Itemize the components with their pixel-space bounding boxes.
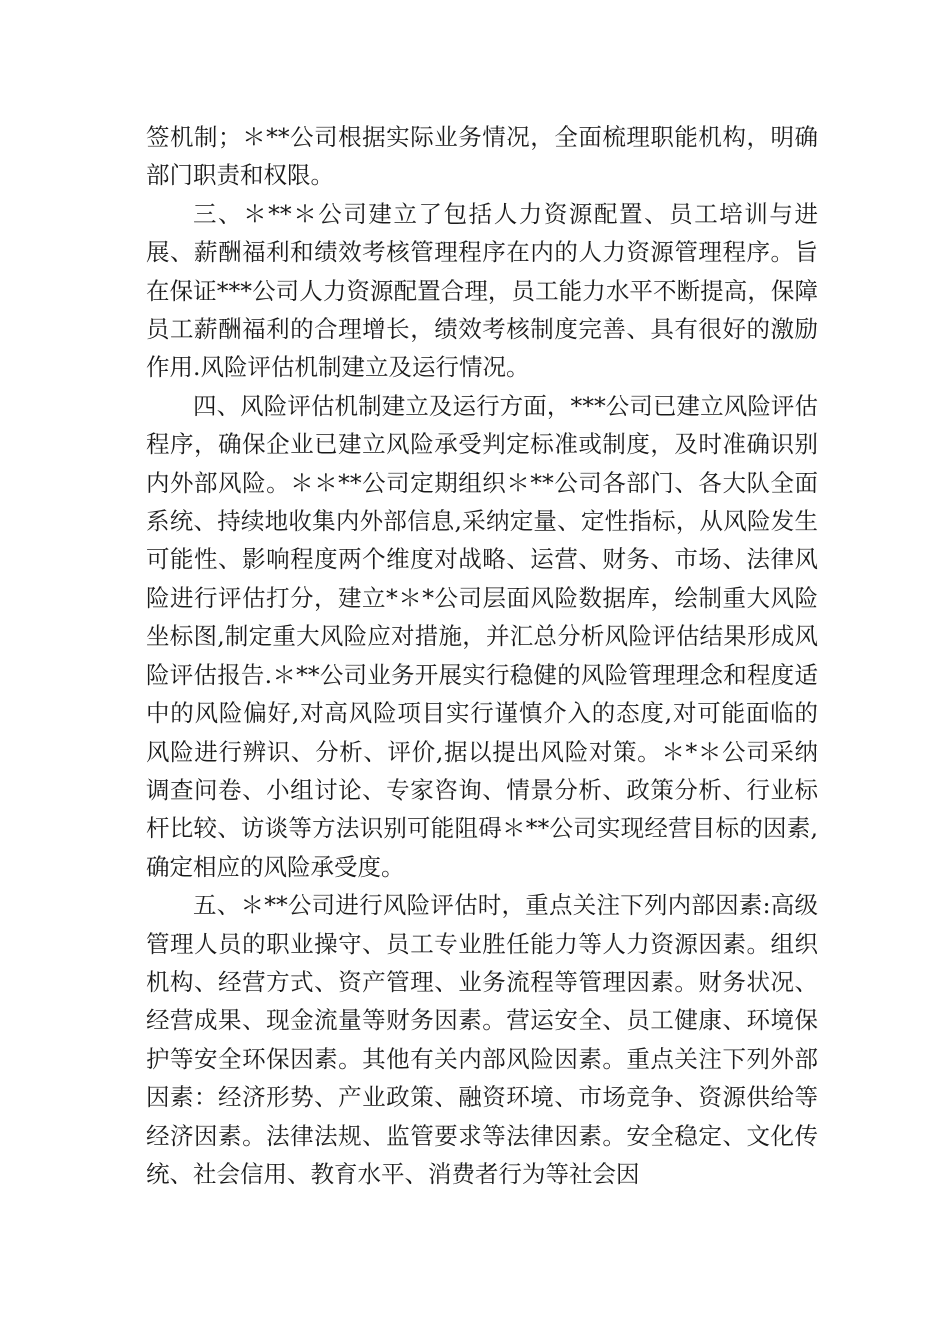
paragraph-continuation: 签机制；＊**公司根据实际业务情况，全面梳理职能机构，明确部门职责和权限。 bbox=[146, 123, 818, 190]
paragraph-section-three: 三、＊**＊公司建立了包括人力资源配置、员工培训与进展、薪酬福利和绩效考核管理程序在内的人力资源管理程序。旨在保证***公司人力资源配置合理，员工能力水平不断提高，保障员工薪酬福利的合理增长，绩效考核制度完善、具有很好的激励作用.风险评估机制建立及运行情况。 bbox=[146, 199, 818, 382]
paragraph-section-five: 五、＊**公司进行风险评估时，重点关注下列内部因素:高级管理人员的职业操守、员工专业胜任能力等人力资源因素。组织机构、经营方式、资产管理、业务流程等管理因素。财务状况、经营成果、现金流量等财务因素。营运安全、员工健康、环境保护等安全环保因素。其他有关内部风险因素。重点关注下列外部因素：经济形势、产业政策、融资环境、市场竞争、资源供给等经济因素。法律法规、监管要求等法律因素。安全稳定、文化传统、社会信用、教育水平、消费者行为等社会因 bbox=[146, 891, 818, 1188]
document-body bbox=[146, 118, 818, 1193]
paragraph-section-four: 四、风险评估机制建立及运行方面，***公司已建立风险评估程序，确保企业已建立风险承受判定标准或制度，及时准确识别内外部风险。＊＊**公司定期组织＊**公司各部门、各大队全面系统、持续地收集内外部信息,采纳定量、定性指标，从风险发生可能性、影响程度两个维度对战略、运营、财务、市场、法律风险进行评估打分，建立*＊*公司层面风险数据库，绘制重大风险坐标图,制定重大风险应对措施，并汇总分析风险评估结果形成风险评估报告.＊**公司业务开展实行稳健的风险管理理念和程度适中的风险偏好,对高风险项目实行谨慎介入的态度,对可能面临的风险进行辨识、分析、评价,据以提出风险对策。＊*＊公司采纳调查问卷、小组讨论、专家咨询、情景分析、政策分析、行业标杆比较、访谈等方法识别可能阻碍＊**公司实现经营目标的因素,确定相应的风险承受度。 bbox=[146, 391, 818, 881]
